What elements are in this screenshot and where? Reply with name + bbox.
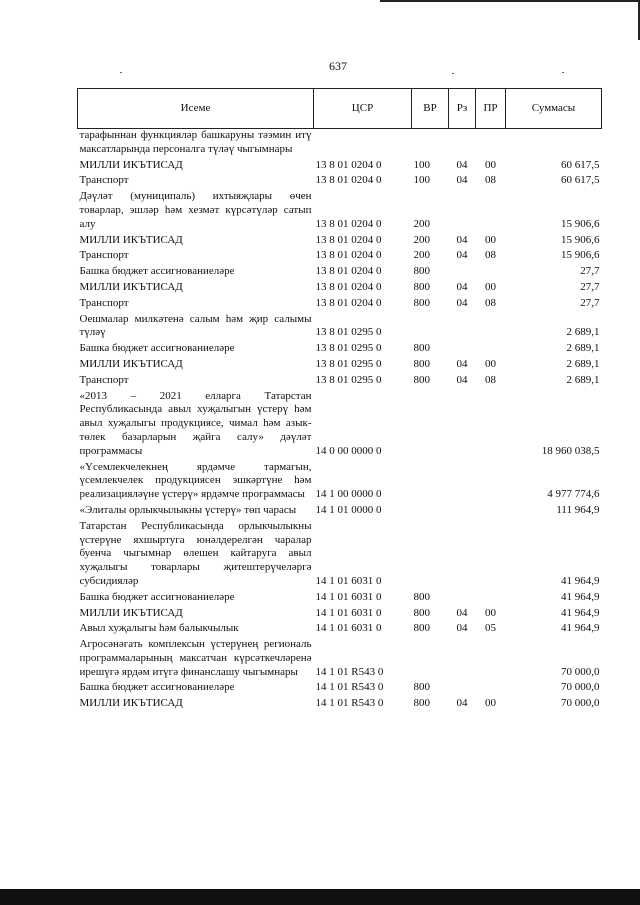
- cell-rz: [449, 312, 476, 342]
- cell-vr: 800: [413, 622, 430, 635]
- cell-name: Башка бюджет ассигнованиеләре: [79, 681, 235, 694]
- cell-vr: 800: [413, 590, 430, 603]
- cell-csr: 14 1 01 6031 0: [315, 622, 382, 635]
- table-row: [78, 590, 602, 606]
- cell-rz: [449, 189, 476, 232]
- cell-vr: 800: [413, 296, 430, 309]
- cell-name: Оешмалар милкәтенә салым һәм җир салымы түләү: [79, 312, 312, 339]
- cell-csr: 14 1 01 0000 0: [315, 503, 382, 516]
- table-header-row: [78, 89, 602, 129]
- cell-csr: 13 8 01 0204 0: [315, 265, 382, 278]
- cell-csr: [314, 129, 412, 158]
- cell-pr: 00: [485, 697, 496, 710]
- cell-rz: 04: [456, 357, 468, 370]
- cell-csr: 13 8 01 0295 0: [315, 342, 382, 355]
- cell-rz: 04: [456, 158, 468, 171]
- cell-rz: 04: [456, 296, 468, 309]
- cell-rz: 04: [456, 249, 468, 262]
- cell-pr: [476, 189, 506, 232]
- cell-csr: 13 8 01 0204 0: [315, 233, 382, 246]
- cell-name: «Элиталы орлыкчылыкны үстерү» төп чарасы: [79, 503, 297, 516]
- cell-sum: 70 000,0: [561, 697, 600, 710]
- cell-vr: [412, 519, 449, 590]
- cell-vr: [412, 389, 449, 460]
- cell-csr: 14 1 01 6031 0: [315, 606, 382, 619]
- cell-name: Авыл хуҗалыгы һәм балыкчылык: [79, 622, 239, 635]
- cell-csr: 14 1 01 R543 0: [315, 665, 384, 678]
- cell-csr: 13 8 01 0295 0: [315, 373, 382, 386]
- cell-rz: 04: [456, 622, 468, 635]
- cell-vr: 800: [413, 373, 430, 386]
- cell-csr: 13 8 01 0204 0: [315, 280, 382, 293]
- cell-pr: [476, 590, 506, 606]
- cell-pr: [476, 460, 506, 503]
- cell-vr: 100: [413, 174, 430, 187]
- table-row: [78, 680, 602, 696]
- table-row: [78, 173, 602, 189]
- cell-vr: 800: [413, 357, 430, 370]
- cell-name: МИЛЛИ ИКЪТИСАД: [79, 233, 183, 246]
- table-row: [78, 296, 602, 312]
- cell-csr: 13 8 01 0204 0: [315, 217, 382, 230]
- cell-csr: 14 1 01 6031 0: [315, 590, 382, 603]
- table-row: [78, 158, 602, 174]
- cell-sum: 60 617,5: [561, 174, 600, 187]
- cell-pr: [476, 389, 506, 460]
- cell-vr: 800: [413, 342, 430, 355]
- cell-vr: [412, 312, 449, 342]
- cell-sum: 4 977 774,6: [547, 488, 600, 501]
- cell-vr: [412, 637, 449, 680]
- cell-name: Транспорт: [79, 249, 129, 262]
- cell-pr: 05: [485, 622, 496, 635]
- table-row: [78, 248, 602, 264]
- cell-vr: 800: [413, 606, 430, 619]
- cell-pr: 00: [485, 280, 496, 293]
- cell-rz: 04: [456, 233, 468, 246]
- header-pr: ПР: [476, 89, 506, 129]
- cell-rz: [449, 460, 476, 503]
- page-number: 637: [329, 59, 347, 73]
- cell-pr: 00: [485, 357, 496, 370]
- cell-sum: 27,7: [580, 296, 600, 309]
- table-row: [78, 519, 602, 590]
- cell-vr: 200: [413, 249, 430, 262]
- table-row: [78, 373, 602, 389]
- header-vr: ВР: [412, 89, 449, 129]
- table-row: [78, 341, 602, 357]
- cell-sum: 2 689,1: [566, 342, 600, 355]
- table-row: [78, 129, 602, 158]
- cell-sum: 27,7: [580, 265, 600, 278]
- cell-csr: 14 1 01 6031 0: [315, 574, 382, 587]
- cell-name: Башка бюджет ассигнованиеләре: [79, 265, 235, 278]
- cell-sum: 2 689,1: [566, 357, 600, 370]
- cell-rz: [449, 680, 476, 696]
- cell-csr: 13 8 01 0204 0: [315, 158, 382, 171]
- cell-rz: 04: [456, 280, 468, 293]
- cell-vr: 200: [413, 233, 430, 246]
- cell-name: Дәүләт (муниципаль) ихтыяҗлары өчен товарлар, эшләр һәм хезмәт күрсәтүләр сатып алу: [79, 190, 312, 230]
- cell-sum: 2 689,1: [566, 373, 600, 386]
- cell-name: Башка бюджет ассигнованиеләре: [79, 342, 235, 355]
- cell-name: МИЛЛИ ИКЪТИСАД: [79, 280, 183, 293]
- cell-name: МИЛЛИ ИКЪТИСАД: [79, 158, 183, 171]
- cell-name: «2013 – 2021 елларга Татарстан Республикасында авыл хуҗалыгын үстерү һәм авыл хуҗалыгы продукциясе, чимал һәм азык-төлек базарларын җайга салу» дәүләт программасы: [79, 389, 312, 457]
- cell-rz: [449, 129, 476, 158]
- table-row: [78, 460, 602, 503]
- cell-pr: [476, 519, 506, 590]
- cell-name: МИЛЛИ ИКЪТИСАД: [79, 357, 183, 370]
- cell-rz: [449, 341, 476, 357]
- cell-rz: [449, 503, 476, 519]
- budget-table: [77, 88, 602, 712]
- cell-name: Транспорт: [79, 373, 129, 386]
- cell-pr: [476, 129, 506, 158]
- cell-pr: 08: [485, 296, 496, 309]
- table-row: [78, 389, 602, 460]
- cell-name: Транспорт: [79, 296, 129, 309]
- cell-name: Башка бюджет ассигнованиеләре: [79, 590, 235, 603]
- cell-vr: 800: [413, 697, 430, 710]
- table-row: [78, 357, 602, 373]
- cell-sum: 41 964,9: [561, 606, 600, 619]
- cell-pr: 00: [485, 233, 496, 246]
- cell-vr: [412, 129, 449, 158]
- table-row: [78, 312, 602, 342]
- cell-vr: 800: [413, 280, 430, 293]
- cell-sum: 41 964,9: [561, 622, 600, 635]
- cell-name: тарафыннан функцияләр башкаруны тәэмин итү максатларында персоналга түләү чыгымнары: [79, 129, 312, 155]
- cell-sum: 15 906,6: [561, 249, 600, 262]
- cell-rz: [449, 637, 476, 680]
- table-row: [78, 503, 602, 519]
- cell-rz: 04: [456, 373, 468, 386]
- cell-pr: [476, 312, 506, 342]
- cell-vr: 800: [413, 265, 430, 278]
- cell-rz: [449, 389, 476, 460]
- table-row: [78, 280, 602, 296]
- cell-csr: 14 1 01 R543 0: [315, 697, 384, 710]
- cell-sum: 27,7: [580, 280, 600, 293]
- cell-vr: 200: [413, 217, 430, 230]
- cell-rz: 04: [456, 174, 468, 187]
- cell-sum: 111 964,9: [556, 503, 600, 516]
- cell-pr: [476, 637, 506, 680]
- cell-pr: 08: [485, 174, 496, 187]
- cell-pr: 08: [485, 249, 496, 262]
- cell-vr: 800: [413, 681, 430, 694]
- cell-sum: 18 960 038,5: [541, 444, 600, 457]
- cell-vr: [412, 460, 449, 503]
- table-row: [78, 606, 602, 622]
- cell-csr: 13 8 01 0204 0: [315, 174, 382, 187]
- cell-sum: 15 906,6: [561, 217, 600, 230]
- cell-sum: 60 617,5: [561, 158, 600, 171]
- cell-sum: 70 000,0: [561, 665, 600, 678]
- cell-rz: [449, 590, 476, 606]
- cell-pr: [476, 341, 506, 357]
- cell-name: МИЛЛИ ИКЪТИСАД: [79, 606, 183, 619]
- cell-sum: 2 689,1: [566, 326, 600, 339]
- cell-csr: 14 1 00 0000 0: [315, 488, 382, 501]
- table-row: [78, 189, 602, 232]
- cell-csr: 14 1 01 R543 0: [315, 681, 384, 694]
- cell-name: Татарстан Республикасында орлыкчылыкны үстерүне яхшыртуга юнәлдерелгән чаралар буенча чыгымнар өлешен кайтаруга авыл хуҗалыгы товарлары җитештерүчеләргә субсидияләр: [79, 519, 312, 587]
- cell-sum: [506, 129, 602, 158]
- table-row: [78, 264, 602, 280]
- cell-rz: 04: [456, 606, 468, 619]
- cell-name: Транспорт: [79, 174, 129, 187]
- cell-pr: [476, 264, 506, 280]
- cell-name: Агросәнәгать комплексын үстерүнең региональ программаларының максатчан күрсәткечләренә ирешүгә ярдәм итүгә финанслашу чыгымнары: [79, 638, 312, 678]
- cell-pr: 00: [485, 606, 496, 619]
- cell-sum: 70 000,0: [561, 681, 600, 694]
- table-row: [78, 621, 602, 637]
- cell-pr: 08: [485, 373, 496, 386]
- cell-csr: 13 8 01 0204 0: [315, 296, 382, 309]
- cell-pr: [476, 680, 506, 696]
- table-row: [78, 696, 602, 712]
- cell-pr: [476, 503, 506, 519]
- cell-sum: 41 964,9: [561, 574, 600, 587]
- cell-pr: 00: [485, 158, 496, 171]
- table-row: [78, 233, 602, 249]
- cell-vr: [412, 503, 449, 519]
- cell-rz: 04: [456, 697, 468, 710]
- table-body: [78, 129, 602, 713]
- header-name: Исеме: [78, 89, 314, 129]
- cell-csr: 14 0 00 0000 0: [315, 444, 382, 457]
- cell-csr: 13 8 01 0295 0: [315, 326, 382, 339]
- table-row: [78, 637, 602, 680]
- cell-csr: 13 8 01 0295 0: [315, 357, 382, 370]
- cell-rz: [449, 264, 476, 280]
- cell-rz: [449, 519, 476, 590]
- scan-edge-top: [380, 0, 640, 2]
- header-csr: ЦСР: [314, 89, 412, 129]
- header-rz: Рз: [449, 89, 476, 129]
- cell-name: «Үсемлекчелекнең ярдәмче тармагын, үсемлекчелек продукциясен эшкәртүне һәм реализацияләүне үстерү» ярдәмче программасы: [79, 460, 312, 501]
- cell-sum: 15 906,6: [561, 233, 600, 246]
- cell-vr: 100: [413, 158, 430, 171]
- cell-name: МИЛЛИ ИКЪТИСАД: [79, 697, 183, 710]
- scan-edge-bottom: [0, 889, 640, 905]
- cell-csr: 13 8 01 0204 0: [315, 249, 382, 262]
- cell-sum: 41 964,9: [561, 590, 600, 603]
- header-sum: Суммасы: [506, 89, 602, 129]
